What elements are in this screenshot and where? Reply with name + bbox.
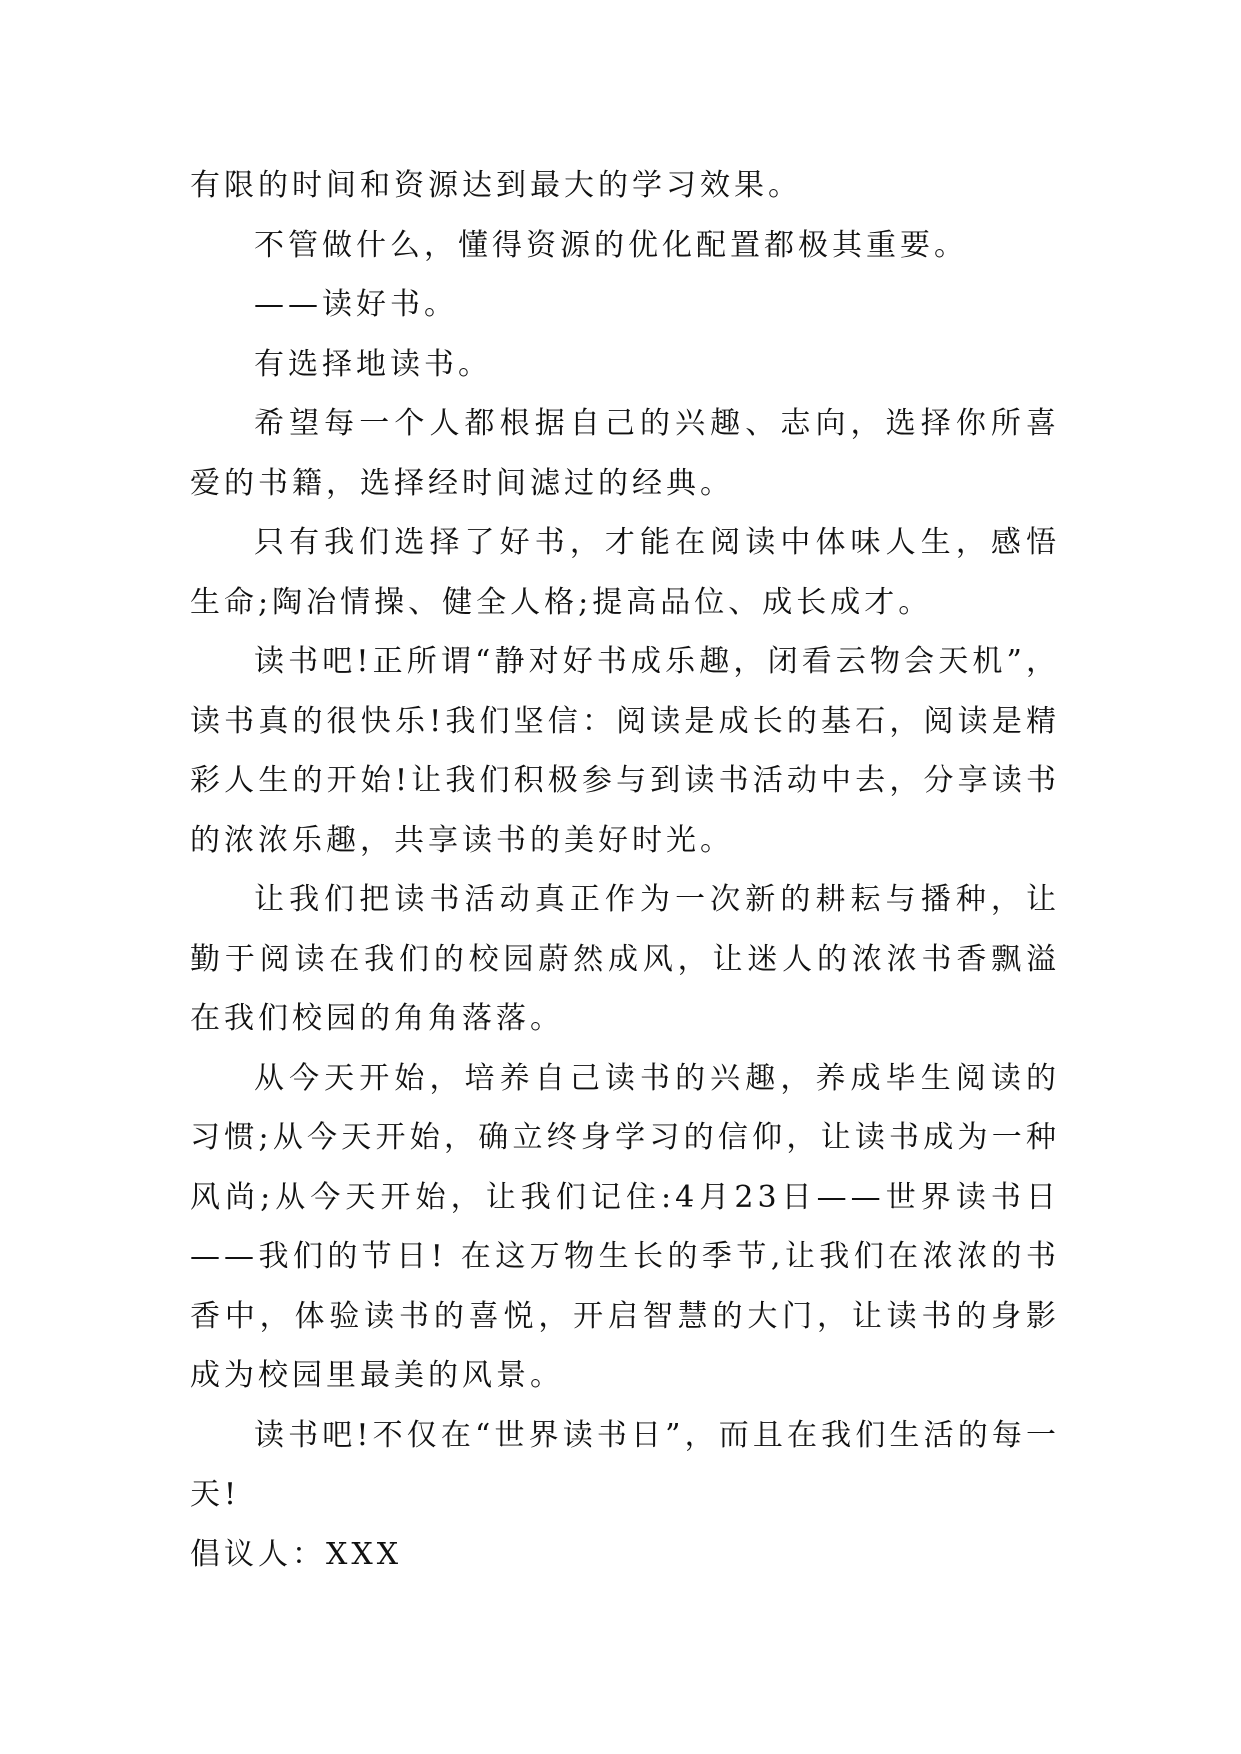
paragraph: 有选择地读书。: [254, 346, 492, 382]
paragraph: 只有我们选择了好书，才能在阅读中体味人生，感悟生命;陶冶情操、健全人格;提高品位、成长成才。: [190, 525, 1060, 620]
paragraph: 读书吧!正所谓“静对好书成乐趣，闭看云物会天机”，读书真的很快乐!我们坚信：阅读是成长的基石，阅读是精彩人生的开始!让我们积极参与到读书活动中去，分享读书的浓浓乐趣，共享读书的美好时光。: [190, 644, 1060, 858]
paragraph: 读书吧!不仅在“世界读书日”，而且在我们生活的每一天!: [190, 1417, 1060, 1512]
paragraph: 有限的时间和资源达到最大的学习效果。: [190, 168, 802, 203]
paragraph: 从今天开始，培养自己读书的兴趣，养成毕生阅读的习惯;从今天开始，确立终身学习的信仰，让读书成为一种风尚;从今天开始，让我们记住:4月23日——世界读书日——我们的节日! 在这万物生长的季节,让我们在浓浓的书香中，体验读书的喜悦，开启智慧的大门，让读书的身影成为校园里最美的风景。: [190, 1060, 1060, 1393]
paragraph: 让我们把读书活动真正作为一次新的耕耘与播种，让勤于阅读在我们的校园蔚然成风，让迷人的浓浓书香飘溢在我们校园的角角落落。: [190, 882, 1060, 1036]
paragraph: 不管做什么，懂得资源的优化配置都极其重要。: [254, 227, 968, 263]
paragraph: ——读好书。: [254, 287, 458, 322]
paragraph: 希望每一个人都根据自己的兴趣、志向，选择你所喜爱的书籍，选择经时间滤过的经典。: [190, 406, 1060, 501]
signature-line: 倡议人：XXX: [190, 1536, 403, 1572]
document-body: [190, 156, 1060, 1584]
